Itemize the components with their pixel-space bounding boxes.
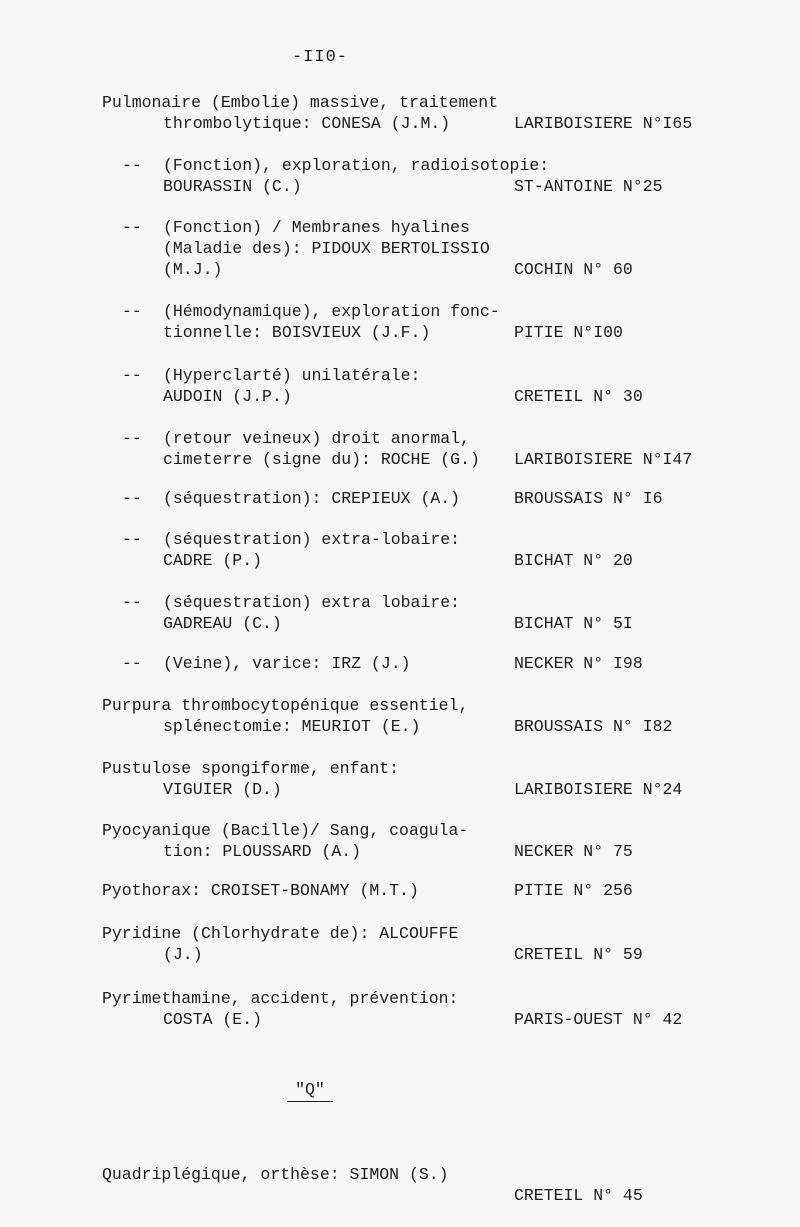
entry-text: tionnelle: BOISVIEUX (J.F.) [163, 323, 431, 342]
entry-text: splénectomie: MEURIOT (E.) [163, 717, 421, 736]
page-number: -II0- [291, 48, 348, 67]
hospital-reference: NECKER N° I98 [514, 654, 643, 673]
entry-text: Pulmonaire (Embolie) massive, traitement [102, 93, 499, 112]
entry-text: Pyothorax: CROISET-BONAMY (M.T.) [102, 881, 419, 900]
entry-line [0, 592, 800, 613]
index-entry [0, 653, 800, 674]
ditto-dash: -- [122, 218, 142, 237]
index-entry [0, 155, 800, 197]
entry-line [0, 322, 800, 343]
index-entry [0, 988, 800, 1030]
entry-text: (retour veineux) droit anormal, [163, 429, 470, 448]
hospital-reference: NECKER N° 75 [514, 842, 633, 861]
entry-text: GADREAU (C.) [163, 614, 282, 633]
entry-line [0, 365, 800, 386]
hospital-reference: CRETEIL N° 45 [514, 1186, 643, 1205]
entry-text: thrombolytique: CONESA (J.M.) [163, 114, 451, 133]
hospital-reference: PITIE N°I00 [514, 323, 623, 342]
entry-text: (séquestration): CREPIEUX (A.) [163, 489, 461, 508]
entry-text: Pustulose spongiforme, enfant: [102, 759, 400, 778]
entry-line [0, 944, 800, 965]
section-heading [0, 1080, 620, 1102]
entry-line [0, 176, 800, 197]
ditto-dash: -- [122, 366, 142, 385]
index-entry [0, 92, 800, 134]
entry-text: (séquestration) extra-lobaire: [163, 530, 461, 549]
hospital-reference: ST-ANTOINE N°25 [514, 177, 663, 196]
hospital-reference: CRETEIL N° 30 [514, 387, 643, 406]
index-entry [0, 529, 800, 571]
index-entry [0, 301, 800, 343]
entry-text: tion: PLOUSSARD (A.) [163, 842, 362, 861]
entry-line [0, 779, 800, 800]
entry-line [0, 988, 800, 1009]
entry-line [0, 716, 800, 737]
entry-line [0, 238, 800, 259]
entry-line [0, 155, 800, 176]
index-entry [0, 592, 800, 634]
entry-text: (Maladie des): PIDOUX BERTOLISSIO [163, 239, 490, 258]
ditto-dash: -- [122, 593, 142, 612]
hospital-reference: LARIBOISIERE N°24 [514, 780, 683, 799]
ditto-dash: -- [122, 530, 142, 549]
entry-line [0, 613, 800, 634]
hospital-reference: PITIE N° 256 [514, 881, 633, 900]
entry-line [0, 488, 800, 509]
entry-text: (J.) [163, 945, 203, 964]
ditto-dash: -- [122, 156, 142, 175]
entry-line [0, 550, 800, 571]
index-entry [0, 758, 800, 800]
entry-line [0, 1143, 800, 1205]
ditto-dash: -- [122, 429, 142, 448]
entry-text: (Hémodynamique), exploration fonc- [163, 302, 500, 321]
hospital-reference: LARIBOISIERE N°I47 [514, 450, 693, 469]
hospital-reference: BROUSSAIS N° I6 [514, 489, 663, 508]
hospital-reference: COCHIN N° 60 [514, 260, 633, 279]
hospital-reference: CRETEIL N° 59 [514, 945, 643, 964]
entry-line [0, 758, 800, 779]
entry-line [0, 449, 800, 470]
entry-line [0, 880, 800, 901]
hospital-reference: BICHAT N° 5I [514, 614, 633, 633]
entry-text: Pyridine (Chlorhydrate de): ALCOUFFE [102, 924, 459, 943]
entry-line [0, 217, 800, 238]
ditto-dash: -- [122, 489, 142, 508]
hospital-reference: BROUSSAIS N° I82 [514, 717, 673, 736]
entry-text: Pyrimethamine, accident, prévention: [102, 989, 459, 1008]
index-entry [0, 217, 800, 280]
entry-text: cimeterre (signe du): ROCHE (G.) [163, 450, 480, 469]
entry-text: VIGUIER (D.) [163, 780, 282, 799]
entry-line [0, 259, 800, 280]
entry-text: BOURASSIN (C.) [163, 177, 302, 196]
entry-text: Pyocyanique (Bacille)/ Sang, coagula- [102, 821, 469, 840]
entry-text: (Fonction), exploration, radioisotopie: [163, 156, 550, 175]
index-entry [0, 488, 800, 509]
index-entry [0, 880, 800, 901]
entry-line [0, 529, 800, 550]
index-entry [0, 365, 800, 407]
entry-line [0, 386, 800, 407]
hospital-reference: PARIS-OUEST N° 42 [514, 1010, 683, 1029]
entry-text: AUDOIN (J.P.) [163, 387, 292, 406]
entry-text: (séquestration) extra lobaire: [163, 593, 461, 612]
index-entry [0, 428, 800, 470]
entry-line [0, 92, 800, 113]
entry-text: CADRE (P.) [163, 551, 263, 570]
hospital-reference: LARIBOISIERE N°I65 [514, 114, 693, 133]
entry-text: (M.J.) [163, 260, 223, 279]
index-entry-final [0, 1143, 800, 1205]
entry-line [0, 695, 800, 716]
entry-line [0, 301, 800, 322]
index-entry [0, 695, 800, 737]
ditto-dash: -- [122, 654, 142, 673]
entry-text: Quadriplégique, orthèse: SIMON (S.) [102, 1165, 449, 1184]
hospital-reference: BICHAT N° 20 [514, 551, 633, 570]
entry-text: (Fonction) / Membranes hyalines [163, 218, 470, 237]
entry-line [0, 1009, 800, 1030]
entry-text: Purpura thrombocytopénique essentiel, [102, 696, 469, 715]
entry-text: (Veine), varice: IRZ (J.) [163, 654, 411, 673]
section-letter: "Q" [287, 1080, 333, 1102]
entry-line [0, 428, 800, 449]
index-entry [0, 923, 800, 965]
entry-text: (Hyperclarté) unilatérale: [163, 366, 421, 385]
entry-text: COSTA (E.) [163, 1010, 263, 1029]
entry-line [0, 841, 800, 862]
entry-line [0, 113, 800, 134]
entry-line [0, 923, 800, 944]
ditto-dash: -- [122, 302, 142, 321]
entry-line [0, 820, 800, 841]
index-entry [0, 820, 800, 862]
entry-line [0, 653, 800, 674]
